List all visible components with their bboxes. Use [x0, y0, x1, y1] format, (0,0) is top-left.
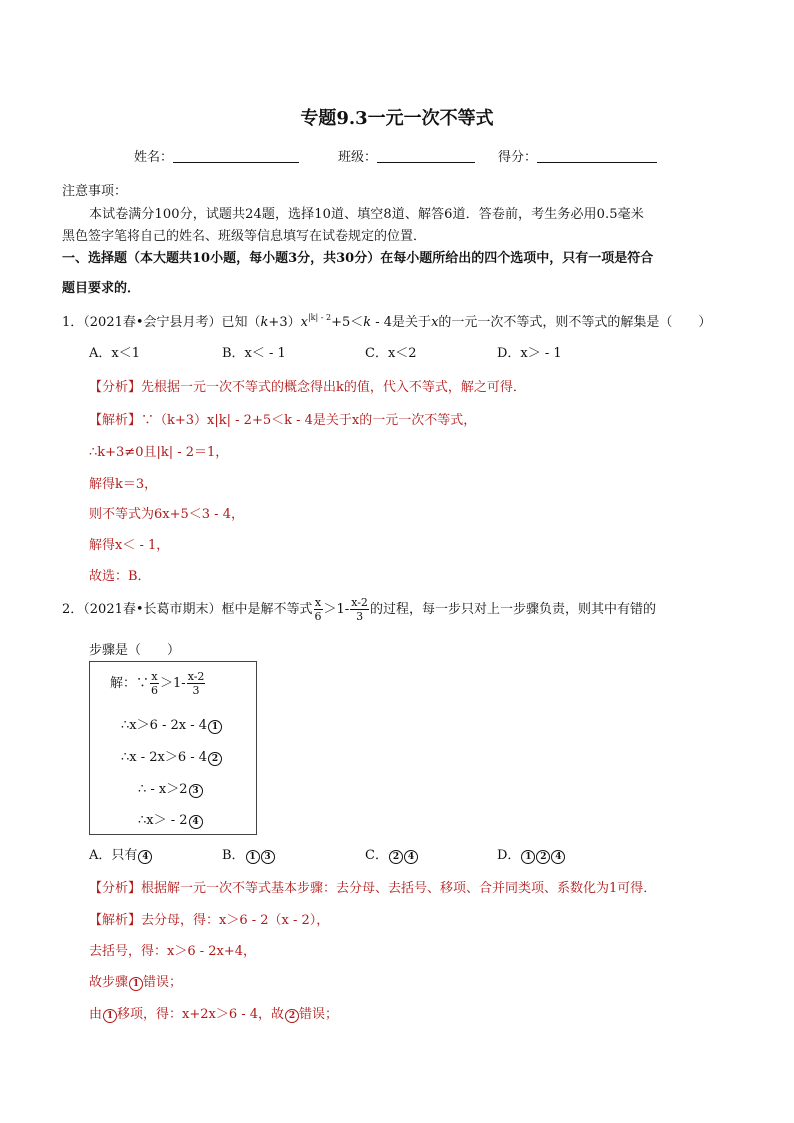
class-blank — [377, 149, 475, 163]
q2-fraction-2-num: x-2 — [351, 596, 368, 609]
q1-stem-k: k — [260, 315, 269, 330]
q1-option-c: C．x＜2 — [365, 346, 417, 361]
class-label: 班级： — [338, 150, 378, 165]
q1-stem-k2: k — [363, 315, 372, 330]
q1-stem-ineq: +5＜ — [331, 315, 364, 330]
notice-heading: 注意事项： — [62, 184, 128, 199]
q1-stem — [62, 311, 711, 330]
q2-fraction-1-num: x — [314, 596, 322, 609]
q1-analysis: 【分析】先根据一元一次不等式的概念得出k的值，代入不等式，解之可得． — [89, 380, 526, 395]
q1-option-a: A．x＜1 — [89, 346, 140, 361]
q1-solution-line-6: 故选：B． — [89, 569, 151, 584]
q2-sol4-prefix: 由 — [89, 1007, 103, 1022]
q2-solution-line-3 — [89, 971, 182, 991]
q1-option-d: D．x＞ - 1 — [497, 346, 562, 361]
circled-1: 1 — [521, 850, 535, 864]
q2-fraction-1 — [314, 596, 323, 623]
box-line-2-text: ∴x - 2x＞6 - 4 — [121, 750, 208, 765]
q2-sol3-prefix: 故步骤 — [89, 975, 129, 990]
box-fraction-2-num: x-2 — [187, 670, 205, 683]
q1-stem-end: 的一元一次不等式，则不等式的解集是（ ） — [438, 315, 712, 330]
circled-1: 1 — [246, 850, 260, 864]
q2-sol4-suffix: 错误； — [299, 1007, 339, 1022]
score-field — [498, 146, 657, 165]
box-fraction-2 — [187, 670, 206, 697]
circled-4: 4 — [404, 850, 418, 864]
circled-2: 2 — [208, 752, 222, 766]
q2-fraction-2 — [350, 596, 369, 623]
box-line-1-text: ∴x＞6 - 2x - 4 — [121, 718, 208, 733]
section-heading-line-1: 一、选择题（本大题共10小题，每小题3分，共30分）在每小题所给出的四个选项中，只有一项是符合 — [62, 251, 654, 266]
q1-solution-line-2: ∴k+3≠0且|k| - 2＝1， — [89, 445, 229, 460]
circled-3: 3 — [189, 784, 203, 798]
box-line-4-text: ∴x＞ - 2 — [138, 813, 188, 828]
box-line-0-gt: ＞1- — [160, 676, 186, 691]
q2-sol4-mid: 移项，得：x+2x＞6 - 4，故 — [117, 1007, 285, 1022]
q2-stem-line-2: 步骤是（ ） — [89, 643, 181, 658]
q2-stem — [62, 596, 656, 623]
box-line-1 — [121, 714, 222, 734]
q1-solution-line-5: 解得x＜ - 1， — [89, 538, 170, 553]
circled-1: 1 — [208, 720, 222, 734]
circled-2: 2 — [536, 850, 550, 864]
name-field — [134, 146, 299, 165]
q2-option-d — [497, 844, 565, 864]
notice-line-2: 黑色签字笔将自己的姓名、班级等信息填写在试卷规定的位置． — [62, 229, 427, 244]
q2-fraction-2-den: 3 — [356, 610, 364, 623]
box-line-3 — [138, 778, 203, 798]
q1-stem-rest: - 4是关于 — [371, 315, 432, 330]
q2-stem-prefix: 2．（2021春•长葛市期末）框中是解不等式 — [62, 602, 313, 617]
section-heading-line-2: 题目要求的． — [62, 281, 141, 296]
box-line-0 — [110, 670, 206, 697]
q1-stem-exponent: |k| - 2 — [307, 313, 332, 322]
name-blank — [173, 149, 299, 163]
q1-stem-x: x — [300, 315, 308, 330]
q2-solution-line-1: 【解析】去分母，得：x＞6 - 2（x - 2）， — [89, 913, 330, 928]
notice-line-1: 本试卷满分100分，试题共24题，选择10道、填空8道、解答6道．答卷前，考生务必用0.5毫米 — [89, 207, 644, 222]
q2-option-d-label: D． — [497, 848, 521, 863]
q2-stem-rest: 的过程，每一步只对上一步骤负责，则其中有错的 — [369, 602, 656, 617]
q1-stem-mid: +3） — [268, 315, 301, 330]
class-field — [338, 146, 475, 165]
circled-4: 4 — [138, 850, 152, 864]
box-fraction-1-num: x — [151, 670, 158, 683]
score-blank — [537, 149, 657, 163]
circled-4: 4 — [189, 815, 203, 829]
box-fraction-2-den: 3 — [192, 684, 200, 697]
circled-1: 1 — [103, 1009, 117, 1023]
q2-fraction-1-den: 6 — [314, 610, 322, 623]
q1-solution-line-4: 则不等式为6x+5＜3 - 4， — [89, 507, 244, 522]
circled-3: 3 — [261, 850, 275, 864]
q2-option-a-label: A．只有 — [89, 848, 138, 863]
box-line-3-text: ∴ - x＞2 — [138, 782, 188, 797]
q2-option-c-label: C． — [365, 848, 388, 863]
circled-2: 2 — [285, 1009, 299, 1023]
q2-solution-box — [89, 661, 257, 835]
name-label: 姓名： — [134, 150, 174, 165]
q2-sol3-suffix: 错误； — [143, 975, 183, 990]
box-line-4 — [138, 809, 203, 829]
q1-option-b: B．x＜ - 1 — [222, 346, 286, 361]
box-line-0-prefix: 解：∵ — [110, 676, 150, 691]
q2-option-a — [89, 844, 152, 864]
box-line-2 — [121, 746, 222, 766]
circled-1: 1 — [129, 977, 143, 991]
q2-stem-gt: ＞1- — [323, 602, 350, 617]
circled-4: 4 — [551, 850, 565, 864]
q1-stem-x2: x — [431, 315, 439, 330]
q2-option-c — [365, 844, 418, 864]
score-label: 得分： — [498, 150, 538, 165]
q2-option-b-label: B． — [222, 848, 245, 863]
q2-option-b — [222, 844, 275, 864]
q1-stem-prefix: 1．（2021春•会宁县月考）已知（ — [62, 315, 261, 330]
circled-2: 2 — [389, 850, 403, 864]
box-fraction-1-den: 6 — [151, 684, 159, 697]
q2-solution-line-2: 去括号，得：x＞6 - 2x+4， — [89, 944, 257, 959]
q1-solution-line-1: 【解析】∵（k+3）x|k| - 2+5＜k - 4是关于x的一元一次不等式， — [89, 413, 477, 428]
q1-solution-line-3: 解得k＝3， — [89, 477, 158, 492]
q2-analysis: 【分析】根据解一元一次不等式基本步骤：去分母、去括号、移项、合并同类项、系数化为1可得． — [89, 881, 657, 896]
q2-solution-line-4 — [89, 1003, 338, 1023]
page-title: 专题9.3一元一次不等式 — [300, 108, 494, 129]
box-fraction-1 — [150, 670, 159, 697]
